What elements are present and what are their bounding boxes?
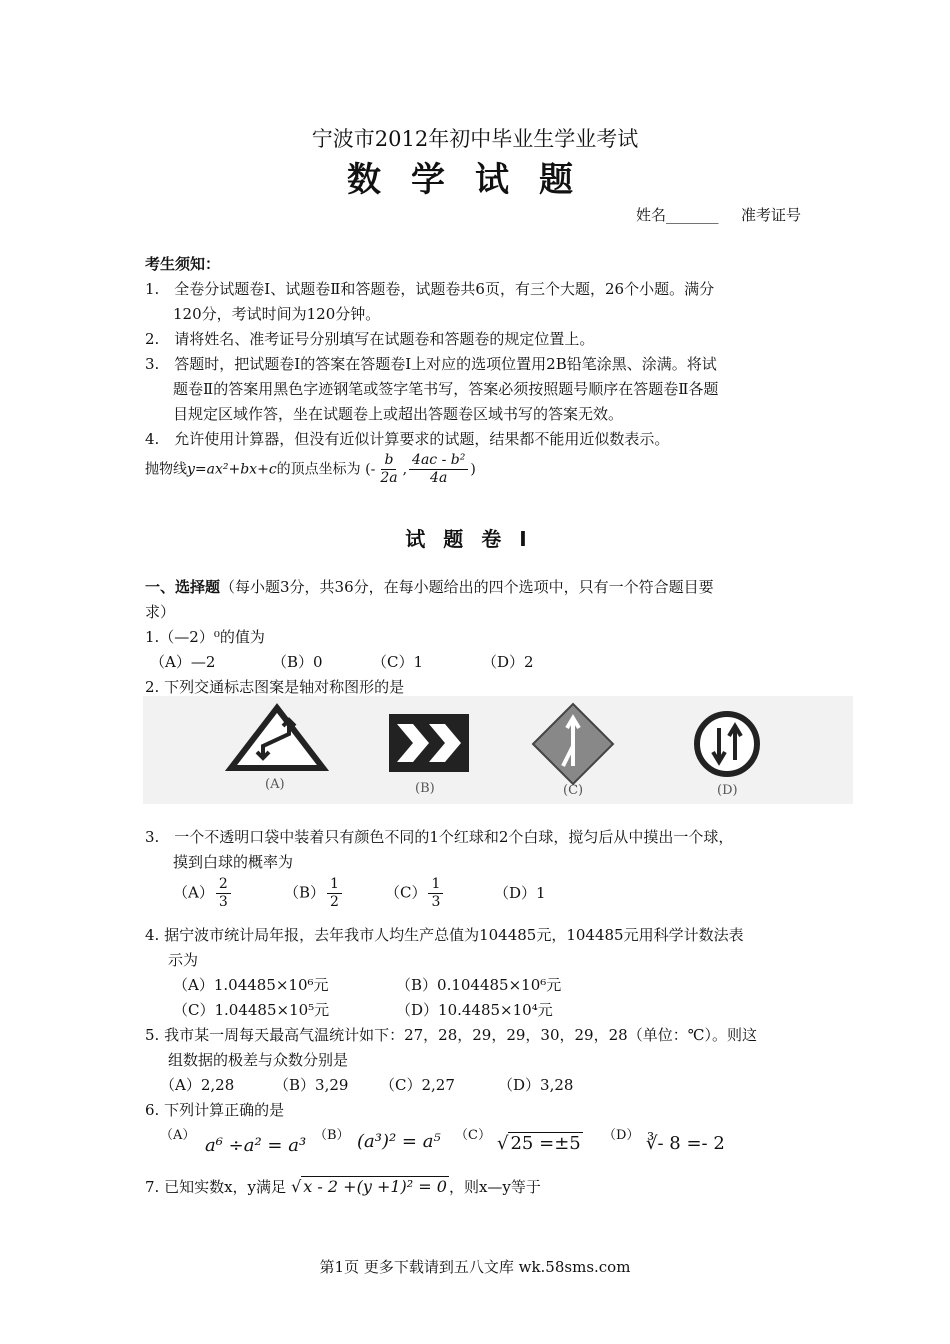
- page-footer: 第1页 更多下载请到五八文库 wk.58sms.com: [319, 1258, 631, 1276]
- q6-option-c-expr: √ 25 =±5: [497, 1133, 581, 1154]
- q6-option-b-expr: (a³)² = a⁵: [357, 1131, 441, 1152]
- sign-d-circle-icon: [697, 714, 757, 774]
- q1-option-a: （A）—2: [150, 653, 216, 671]
- traffic-signs: [143, 696, 853, 804]
- notice-heading: 考生须知：: [145, 255, 221, 273]
- id-field-label: 准考证号: [741, 206, 802, 224]
- notice-item: 目规定区域作答，坐在试题卷上或超出答题卷区域书写的答案无效。: [173, 405, 624, 423]
- sign-label-b: (B): [415, 781, 435, 796]
- q5-stem: 5. 我市某一周每天最高气温统计如下：27，28，29，29，30，29，28（单位：℃）。则这: [145, 1026, 757, 1044]
- sign-c-diamond-icon: [533, 704, 613, 784]
- q6-option-a-expr: a⁶ ÷a² = a³: [205, 1135, 307, 1156]
- traffic-signs-image: [143, 696, 853, 804]
- q4-option-b: （B）0.104485×10⁶元: [396, 976, 562, 994]
- sign-label-a: (A): [265, 777, 285, 792]
- q5-option-a: （A）2,28: [160, 1076, 235, 1094]
- notice-item: 4. 允许使用计算器，但没有近似计算要求的试题，结果都不能用近似数表示。: [145, 430, 670, 448]
- vertex-formula: 抛物线y=ax²+bx+c的顶点坐标为 (- $\frac{b}{2a}$ , $\frac{\text{4ac - b²}}{4a}$ ): [145, 452, 476, 486]
- sign-a-triangle-icon: [231, 708, 323, 768]
- q1-option-d: （D）2: [482, 653, 534, 671]
- exam-title: 宁波市2012年初中毕业生学业考试: [311, 127, 639, 151]
- section-title: 试题卷Ⅰ: [405, 527, 545, 551]
- notice-item: 题卷Ⅱ的答案用黑色字迹钢笔或签字笔书写，答案必须按照题号顺序在答题卷Ⅱ各题: [173, 380, 719, 398]
- q2-stem: 2. 下列交通标志图案是轴对称图形的是: [145, 678, 405, 696]
- sign-label-d: (D): [717, 783, 738, 798]
- q4-stem-continued: 示为: [168, 951, 199, 969]
- q6-option-a-label: （A）: [160, 1128, 196, 1143]
- sign-label-c: (C): [563, 783, 584, 798]
- q4-stem: 4. 据宁波市统计局年报，去年我市人均生产总值为104485元，104485元用科学计数法表: [145, 926, 744, 944]
- q5-option-c: （C）2,27: [380, 1076, 455, 1094]
- q3-option-a: （A） $\frac{2}{3}$: [173, 876, 233, 911]
- q5-stem-continued: 组数据的极差与众数分别是: [168, 1051, 349, 1069]
- subject-title: 数学试题: [347, 160, 603, 200]
- notice-item: 120分，考试时间为120分钟。: [173, 305, 381, 323]
- part1-desc-continued: 求）: [145, 603, 176, 621]
- part1-heading: 一、选择题（每小题3分，共36分，在每小题给出的四个选项中，只有一个符合题目要: [145, 578, 714, 596]
- q6-option-d-label: （D）: [603, 1128, 640, 1143]
- q1-stem: 1.（—2）⁰的值为: [145, 628, 265, 646]
- notice-item: 3. 答题时，把试题卷Ⅰ的答案在答题卷Ⅰ上对应的选项位置用2B铅笔涂黑、涂满。将试: [145, 355, 717, 373]
- q6-option-b-label: （B）: [314, 1128, 350, 1143]
- q6-option-d-expr: ∛- 8 =- 2: [646, 1133, 725, 1154]
- q5-option-d: （D）3,28: [498, 1076, 574, 1094]
- q6-option-c-label: （C）: [455, 1128, 491, 1143]
- q3-stem: 3. 一个不透明口袋中装着只有颜色不同的1个红球和2个白球，搅匀后从中摸出一个球，: [145, 828, 734, 846]
- q5-option-b: （B）3,29: [274, 1076, 349, 1094]
- q4-option-d: （D）10.4485×10⁴元: [396, 1001, 553, 1019]
- q3-stem-continued: 摸到白球的概率为: [173, 853, 294, 871]
- q4-option-a: （A）1.04485×10⁶元: [173, 976, 329, 994]
- name-field-label: 姓名_______: [636, 206, 719, 224]
- q3-option-d: （D）1: [494, 884, 546, 902]
- q1-option-b: （B）0: [272, 653, 323, 671]
- q3-option-b: （B） $\frac{1}{2}$: [284, 876, 344, 911]
- sign-b-chevron-icon: [389, 714, 469, 772]
- q6-stem: 6. 下列计算正确的是: [145, 1101, 285, 1119]
- q7-stem: 7. 已知实数x，y满足 √ x - 2 +(y +1)² = 0 ，则x—y等于: [145, 1177, 541, 1196]
- notice-item: 1. 全卷分试题卷Ⅰ、试题卷Ⅱ和答题卷，试题卷共6页，有三个大题，26个小题。满分: [145, 280, 715, 298]
- notice-item: 2. 请将姓名、准考证号分别填写在试题卷和答题卷的规定位置上。: [145, 330, 595, 348]
- q3-option-c: （C） $\frac{1}{3}$: [385, 876, 445, 911]
- q1-option-c: （C）1: [372, 653, 424, 671]
- q4-option-c: （C）1.04485×10⁵元: [173, 1001, 330, 1019]
